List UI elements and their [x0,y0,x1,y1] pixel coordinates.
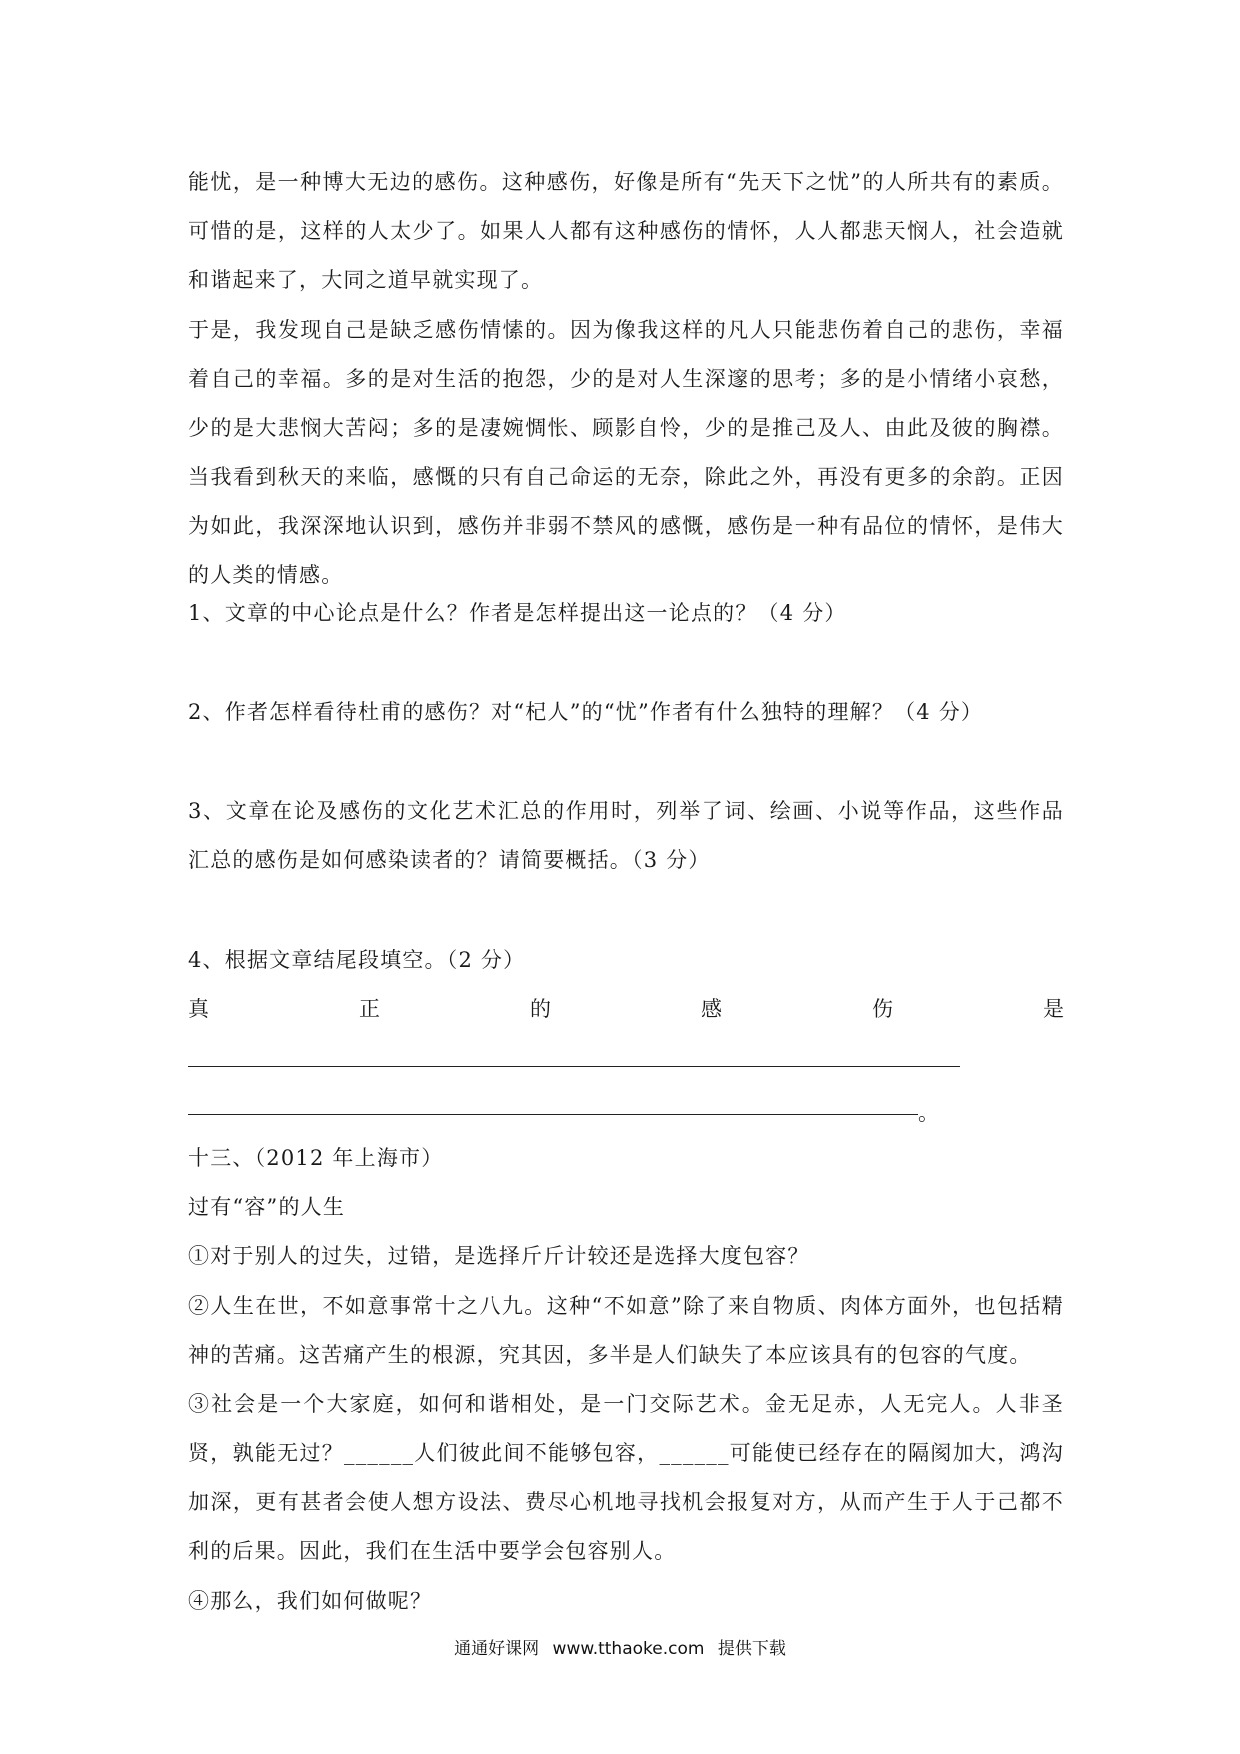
footer-suffix: 提供下载 [717,1639,786,1659]
answer-end-mark: 。 [918,1101,939,1125]
answer-blank-line-1[interactable] [188,1066,960,1067]
essay-title: 过有“容”的人生 [188,1195,346,1219]
question-4: 4、根据文章结尾段填空。（2 分） [188,948,526,972]
essay-paragraph-2: ②人生在世，不如意事常十之八九。这种“不如意”除了来自物质、肉体方面外，也包括精神的苦痛。这苦痛产生的根源，究其因，多半是人们缺失了本应该具有的包容的气度。 [188,1294,1064,1367]
answer-blank-line-2[interactable] [188,1114,918,1115]
footer-url: www.tthaoke.com [552,1639,705,1659]
page-footer [0,1636,1240,1662]
essay-paragraph-1: ①对于别人的过失，过错，是选择斤斤计较还是选择大度包容？ [188,1244,810,1268]
fill-char: 正 [359,997,380,1021]
question-4-fill-line [188,994,1064,1024]
passage-paragraph-2: 于是，我发现自己是缺乏感伤情愫的。因为像我这样的凡人只能悲伤着自己的悲伤，幸福着自己的幸福。多的是对生活的抱怨，少的是对人生深邃的思考；多的是小情绪小哀愁，少的是大悲悯大苦闷；多的是凄婉惆怅、顾影自怜，少的是推己及人、由此及彼的胸襟。当我看到秋天的来临，感慨的只有自己命运的无奈，除此之外，再没有更多的余韵。正因为如此，我深深地认识到，感伤并非弱不禁风的感慨，感伤是一种有品位的情怀，是伟大的人类的情感。 [188,318,1064,587]
footer-site-name: 通通好课网 [454,1639,540,1659]
question-3: 3、文章在论及感伤的文化艺术汇总的作用时，列举了词、绘画、小说等作品，这些作品汇总的感伤是如何感染读者的？请简要概括。（3 分） [188,799,1064,872]
passage-paragraph-1: 能忧，是一种博大无边的感伤。这种感伤，好像是所有“先天下之忧”的人所共有的素质。可惜的是，这样的人太少了。如果人人都有这种感伤的情怀，人人都悲天悯人，社会造就和谐起来了，大同之道早就实现了。 [188,170,1064,292]
essay-paragraph-4: ④那么，我们如何做呢？ [188,1589,433,1613]
section-heading: 十三、（2012 年上海市） [188,1146,444,1170]
fill-char: 真 [188,997,209,1021]
fill-char: 的 [530,997,551,1021]
fill-char: 伤 [872,997,893,1021]
fill-char: 是 [1043,997,1064,1021]
essay-paragraph-3: ③社会是一个大家庭，如何和谐相处，是一门交际艺术。金无足赤，人无完人。人非圣贤，孰能无过？______人们彼此间不能够包容，______可能使已经存在的隔阂加大，鸿沟加深，更有甚者会使人想方设法、费尽心机地寻找机会报复对方，从而产生于人于己都不利的后果。因此，我们在生活中要学会包容别人。 [188,1392,1064,1563]
question-1: 1、文章的中心论点是什么？作者是怎样提出这一论点的？（4 分） [188,601,847,625]
fill-char: 感 [701,997,722,1021]
question-2: 2、作者怎样看待杜甫的感伤？对“杞人”的“忧”作者有什么独特的理解？（4 分） [188,700,984,724]
